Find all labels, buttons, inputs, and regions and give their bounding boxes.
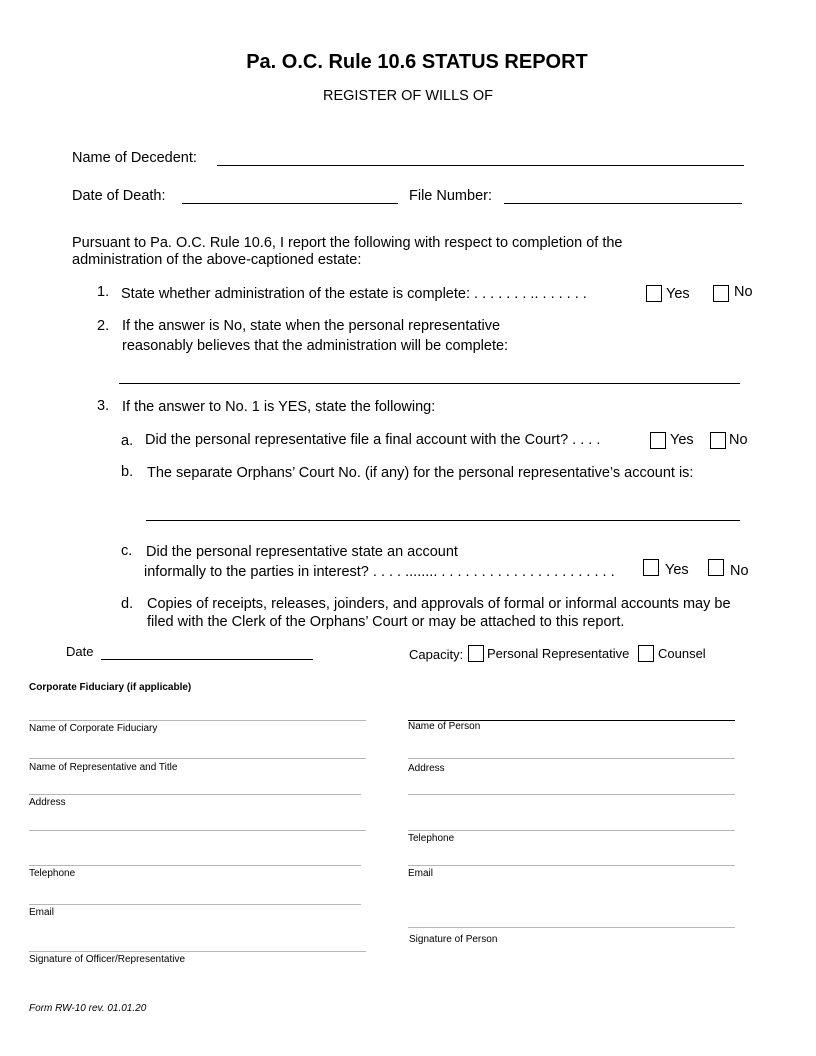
q3a-no-label: No	[729, 432, 748, 448]
rep-name-label: Name of Representative and Title	[29, 762, 178, 773]
q3c-no-label: No	[730, 563, 749, 579]
left-address-input-2[interactable]	[29, 830, 366, 831]
q3d-letter: d.	[121, 596, 134, 612]
left-telephone-label: Telephone	[29, 868, 76, 879]
capacity-counsel-label: Counsel	[658, 646, 706, 661]
corporate-heading: Corporate Fiduciary (if applicable)	[29, 682, 192, 693]
capacity-pr-label: Personal Representative	[487, 646, 630, 661]
file-number-input[interactable]	[504, 203, 742, 204]
q3a-text: Did the personal representative file a final account with the Court? . . . .	[145, 432, 601, 448]
q2-number: 2.	[97, 318, 110, 334]
q3c-no-checkbox[interactable]	[708, 559, 724, 576]
right-telephone-input[interactable]	[408, 865, 735, 866]
left-telephone-input[interactable]	[29, 865, 361, 866]
q1-yes-checkbox[interactable]	[646, 285, 662, 302]
corp-name-label: Name of Corporate Fiduciary	[29, 723, 158, 734]
q1-yes-label: Yes	[666, 286, 690, 302]
decedent-label: Name of Decedent:	[72, 150, 197, 166]
q3a-letter: a.	[121, 433, 134, 449]
q2-line-2: reasonably believes that the administration will be complete:	[122, 338, 509, 354]
right-signature-input[interactable]	[408, 927, 735, 928]
left-email-label: Email	[29, 907, 55, 918]
q3c-letter: c.	[121, 543, 133, 559]
person-name-label: Name of Person	[408, 721, 481, 732]
left-address-input-1[interactable]	[29, 794, 361, 795]
q3b-letter: b.	[121, 464, 134, 480]
q1-text: State whether administration of the estate is complete: . . . . . . . .. . . . . . .	[121, 286, 587, 302]
corp-name-input[interactable]	[29, 720, 366, 721]
q3c-line-2: informally to the parties in interest? . . . . ........ . . . . . . . . . . . . . . . . . . . . . .	[144, 564, 615, 580]
q3c-line-1: Did the personal representative state an account	[146, 544, 458, 560]
decedent-input[interactable]	[217, 165, 744, 166]
q3c-yes-label: Yes	[665, 562, 689, 578]
file-number-label: File Number:	[409, 188, 492, 204]
q3-number: 3.	[97, 398, 110, 414]
left-address-label: Address	[29, 797, 66, 808]
q3b-answer-input[interactable]	[146, 520, 740, 521]
q3-text: If the answer to No. 1 is YES, state the following:	[122, 399, 436, 415]
capacity-pr-checkbox[interactable]	[468, 645, 484, 662]
q3a-yes-checkbox[interactable]	[650, 432, 666, 449]
q1-no-checkbox[interactable]	[713, 285, 729, 302]
date-label: Date	[66, 644, 94, 659]
death-date-label: Date of Death:	[72, 188, 166, 204]
form-id: Form RW-10 rev. 01.01.20	[29, 1003, 147, 1014]
left-signature-label: Signature of Officer/Representative	[29, 954, 186, 965]
q1-no-label: No	[734, 284, 753, 300]
right-address-input-3[interactable]	[408, 830, 735, 831]
right-address-input-2[interactable]	[408, 794, 735, 795]
right-address-label: Address	[408, 763, 445, 774]
q3d-line-1: Copies of receipts, releases, joinders, and approvals of formal or informal accounts may be	[147, 596, 731, 612]
intro-line-1: Pursuant to Pa. O.C. Rule 10.6, I report the following with respect to completion of the	[72, 235, 623, 251]
right-signature-label: Signature of Person	[409, 934, 498, 945]
right-address-input-1[interactable]	[408, 758, 735, 759]
q3d-line-2: filed with the Clerk of the Orphans’ Court or may be attached to this report.	[147, 614, 625, 630]
left-signature-input[interactable]	[29, 951, 366, 952]
right-telephone-label: Telephone	[408, 833, 455, 844]
page-subtitle: REGISTER OF WILLS OF	[323, 88, 493, 104]
q2-line-1: If the answer is No, state when the personal representative	[122, 318, 501, 334]
capacity-counsel-checkbox[interactable]	[638, 645, 654, 662]
q2-answer-input[interactable]	[119, 383, 740, 384]
page-title: Pa. O.C. Rule 10.6 STATUS REPORT	[246, 51, 588, 73]
left-email-input[interactable]	[29, 904, 361, 905]
death-date-input[interactable]	[182, 203, 398, 204]
q3a-yes-label: Yes	[670, 432, 694, 448]
date-input[interactable]	[101, 659, 313, 660]
q1-number: 1.	[97, 284, 110, 300]
right-email-label: Email	[408, 868, 434, 879]
capacity-label: Capacity:	[409, 647, 464, 662]
q3c-yes-checkbox[interactable]	[643, 559, 659, 576]
intro-line-2: administration of the above-captioned estate:	[72, 252, 362, 268]
q3a-no-checkbox[interactable]	[710, 432, 726, 449]
rep-name-input[interactable]	[29, 758, 366, 759]
q3b-text: The separate Orphans’ Court No. (if any) for the personal representative’s account is:	[147, 465, 694, 481]
